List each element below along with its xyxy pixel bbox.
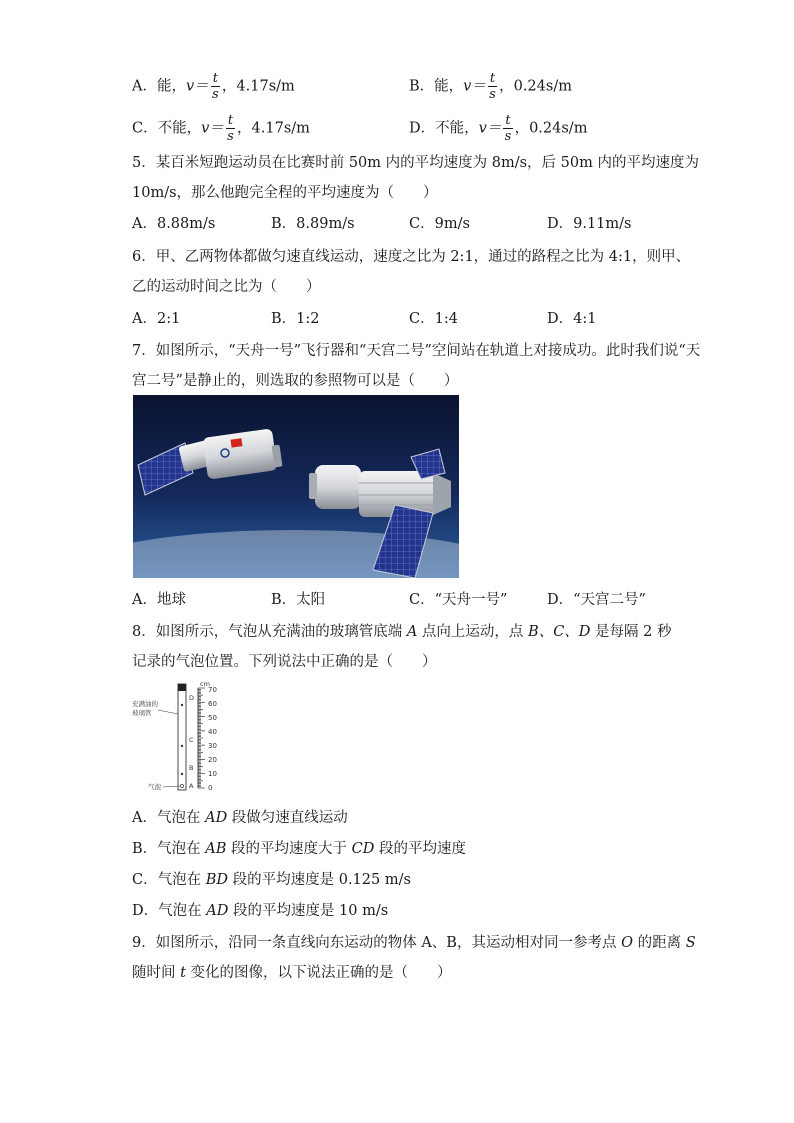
- q4-option-a[interactable]: A．能，v＝ $\frac{t}{s}$ ，4.17s/m: [132, 71, 295, 102]
- q8-option-a[interactable]: A．气泡在 AD 段做匀速直线运动: [132, 810, 348, 826]
- q7-stem-line-1: 7．如图所示，“天舟一号”飞行器和“天宫二号”空间站在轨道上对接成功。此时我们说“天: [132, 343, 701, 359]
- q7-option-d[interactable]: D．“天宫二号”: [547, 592, 646, 608]
- q8-stem-line-1: 8．如图所示，气泡从充满油的玻璃管底端 A 点向上运动，点 B、C、D 是每隔 2 秒: [132, 624, 672, 640]
- q7-option-b[interactable]: B．太阳: [271, 592, 326, 608]
- q5-option-d[interactable]: D．9.11m/s: [547, 216, 632, 232]
- q8-stem-line-2: 记录的气泡位置。下列说法中正确的是（ ）: [132, 654, 437, 670]
- q6-stem-line-1: 6．甲、乙两物体都做匀速直线运动，速度之比为 2:1，通过的路程之比为 4:1，则甲、: [132, 249, 691, 265]
- q8-option-d[interactable]: D．气泡在 AD 段的平均速度是 10 m/s: [132, 903, 389, 919]
- bubble-tube-figure: [132, 680, 232, 795]
- q5-option-c[interactable]: C．9m/s: [409, 216, 470, 232]
- fraction: $\frac{t}{s}$: [504, 113, 512, 144]
- q4-option-b[interactable]: B．能，v＝ $\frac{t}{s}$ ，0.24s/m: [409, 71, 572, 102]
- svg-text:A: A: [189, 782, 194, 790]
- q4-option-d[interactable]: D．不能，v＝ $\frac{t}{s}$ ，0.24s/m: [409, 113, 588, 144]
- q5-option-b[interactable]: B．8.89m/s: [271, 216, 355, 232]
- svg-text:玻璃管: 玻璃管: [132, 709, 152, 717]
- q7-stem-line-2: 宫二号”是静止的，则选取的参照物可以是（ ）: [132, 373, 459, 389]
- q9-stem-line-2: 随时间 t 变化的图像，以下说法正确的是（ ）: [132, 965, 452, 981]
- fraction: $\frac{t}{s}$: [211, 71, 219, 102]
- q5-option-a[interactable]: A．8.88m/s: [132, 216, 216, 232]
- q6-option-b[interactable]: B．1:2: [271, 311, 320, 327]
- svg-text:20: 20: [208, 756, 217, 764]
- q6-stem-line-2: 乙的运动时间之比为（ ）: [132, 279, 321, 295]
- q7-option-a[interactable]: A．地球: [132, 592, 186, 608]
- q9-stem-line-1: 9．如图所示，沿同一条直线向东运动的物体 A、B，其运动相对同一参考点 O 的距离 S: [132, 935, 696, 951]
- svg-text:B: B: [189, 764, 194, 772]
- q8-option-c[interactable]: C．气泡在 BD 段的平均速度是 0.125 m/s: [132, 872, 411, 888]
- q5-stem-line-1: 5．某百米短跑运动员在比赛时前 50m 内的平均速度为 8m/s，后 50m 内的平均速度为: [132, 155, 699, 171]
- q6-option-a[interactable]: A．2:1: [132, 311, 181, 327]
- svg-text:气泡: 气泡: [148, 783, 161, 791]
- q4-option-c[interactable]: C．不能，v＝ $\frac{t}{s}$ ，4.17s/m: [132, 113, 310, 144]
- svg-text:40: 40: [208, 728, 217, 736]
- q7-option-c[interactable]: C．“天舟一号”: [409, 592, 508, 608]
- fraction: $\frac{t}{s}$: [227, 113, 234, 144]
- space-station-docking-photo: [133, 395, 459, 578]
- fraction: $\frac{t}{s}$: [489, 71, 496, 102]
- svg-text:30: 30: [208, 742, 217, 750]
- svg-text:50: 50: [208, 714, 217, 722]
- svg-text:充满油的: 充满油的: [132, 700, 158, 708]
- svg-text:0: 0: [208, 784, 213, 792]
- q8-option-b[interactable]: B．气泡在 AB 段的平均速度大于 CD 段的平均速度: [132, 841, 466, 857]
- q5-stem-line-2: 10m/s，那么他跑完全程的平均速度为（ ）: [132, 185, 438, 201]
- q6-option-c[interactable]: C．1:4: [409, 311, 458, 327]
- q4-options-row-2: [132, 108, 662, 142]
- svg-text:cm: cm: [200, 680, 210, 688]
- q4-options-row-1: [132, 66, 662, 100]
- svg-text:C: C: [189, 736, 194, 744]
- svg-text:70: 70: [208, 686, 217, 694]
- svg-text:60: 60: [208, 700, 217, 708]
- svg-text:D: D: [189, 694, 195, 702]
- q6-option-d[interactable]: D．4:1: [547, 311, 597, 327]
- svg-text:10: 10: [208, 770, 217, 778]
